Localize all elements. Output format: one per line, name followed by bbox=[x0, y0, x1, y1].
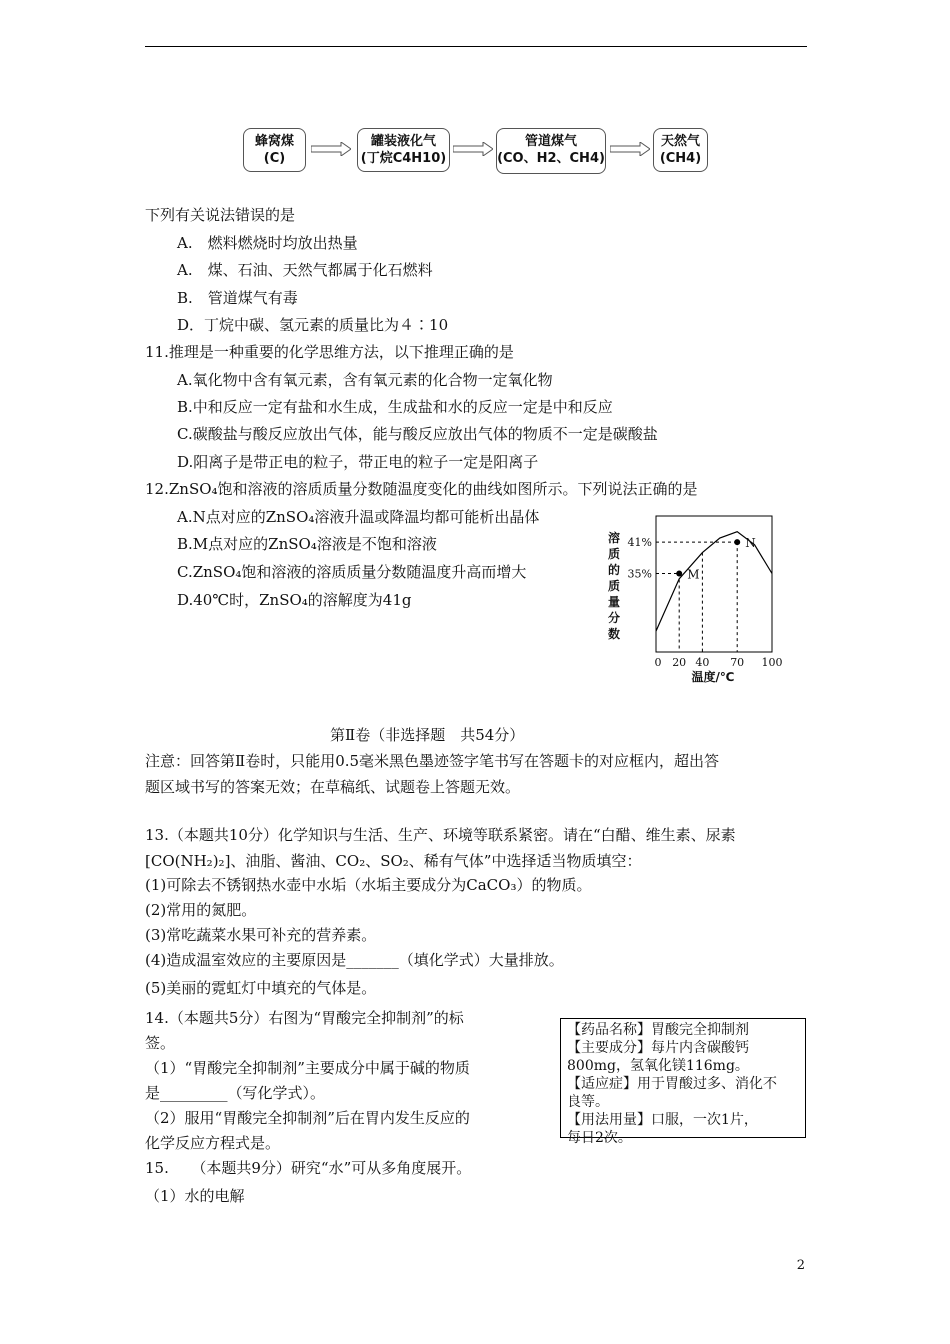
q14-line-6: 化学反应方程式是。 bbox=[145, 1134, 281, 1152]
chart-y-label bbox=[608, 530, 620, 641]
q10-stem: 下列有关说法错误的是 bbox=[145, 206, 296, 224]
chart-y-label-char: 质 bbox=[607, 547, 621, 561]
solubility-chart bbox=[600, 510, 790, 690]
q15-stem: 15. （本题共9分）研究“水”可从多角度展开。 bbox=[145, 1159, 472, 1177]
q11-option-a: A.氧化物中含有氧元素，含有氧元素的化合物一定氧化物 bbox=[177, 371, 553, 389]
flow-box-natural-gas bbox=[653, 128, 708, 172]
q12-option-d: D.40℃时，ZnSO₄的溶解度为41g bbox=[177, 591, 412, 609]
flow-box-pipe-gas bbox=[496, 128, 606, 174]
part2-note-line1: 注意：回答第Ⅱ卷时，只能用0.5毫米黑色墨迹签字笔书写在答题卡的对应框内，超出答 bbox=[145, 752, 720, 770]
header-rule bbox=[145, 46, 807, 47]
flow-arrow-icon bbox=[610, 142, 650, 156]
chart-y-label-char: 数 bbox=[607, 627, 621, 641]
chart-x-tick-label: 40 bbox=[695, 656, 710, 669]
chart-point-label: N bbox=[745, 536, 756, 551]
q10-option-a2: A. 煤、石油、天然气都属于化石燃料 bbox=[177, 261, 433, 279]
chart-y-tick-label: 41% bbox=[627, 536, 652, 550]
q13-item-4: (4)造成温室效应的主要原因是_______（填化学式）大量排放。 bbox=[145, 951, 564, 969]
flow-box-lpg bbox=[357, 128, 450, 172]
medicine-label-line: 良等。 bbox=[567, 1094, 609, 1110]
part2-note-line2: 题区域书写的答案无效；在草稿纸、试题卷上答题无效。 bbox=[145, 778, 521, 796]
q13-item-5: (5)美丽的霓虹灯中填充的气体是。 bbox=[145, 979, 377, 997]
medicine-label-line: 800mg，氢氧化镁116mg。 bbox=[567, 1058, 749, 1074]
flow-box-formula: (CO、H2、CH4) bbox=[497, 151, 605, 166]
medicine-label-line: 每日2次。 bbox=[567, 1130, 632, 1146]
chart-x-tick-label: 20 bbox=[672, 656, 687, 669]
medicine-label-box bbox=[560, 1018, 806, 1146]
q14-line-5: （2）服用“胃酸完全抑制剂”后在胃内发生反应的 bbox=[145, 1109, 470, 1127]
q10-option-a1: A. 燃料燃烧时均放出热量 bbox=[177, 234, 358, 252]
page-number: 2 bbox=[796, 1258, 805, 1273]
chart-point-N bbox=[734, 539, 740, 545]
q15-sub1: （1）水的电解 bbox=[145, 1187, 245, 1205]
q12-option-b: B.M点对应的ZnSO₄溶液是不饱和溶液 bbox=[177, 535, 437, 553]
chart-point-label: M bbox=[687, 567, 700, 582]
q12-option-a: A.N点对应的ZnSO₄溶液升温或降温均都可能析出晶体 bbox=[177, 508, 540, 526]
chart-x-tick-label: 0 bbox=[654, 656, 662, 669]
chart-y-label-char: 分 bbox=[607, 611, 621, 625]
q11-option-b: B.中和反应一定有盐和水生成，生成盐和水的反应一定是中和反应 bbox=[177, 398, 613, 416]
flow-box-coal bbox=[243, 128, 306, 172]
flow-box-formula: (丁烷C4H10) bbox=[360, 151, 447, 166]
chart-y-label-char: 溶 bbox=[607, 531, 621, 545]
chart-y-label-char: 量 bbox=[607, 595, 621, 609]
q14-line-1: 14.（本题共5分）右图为“胃酸完全抑制剂”的标 bbox=[145, 1009, 464, 1027]
chart-x-label: 温度/℃ bbox=[691, 670, 735, 684]
medicine-label-line: 【药品名称】胃酸完全抑制剂 bbox=[567, 1022, 749, 1038]
q13-item-3: (3)常吃蔬菜水果可补充的营养素。 bbox=[145, 926, 377, 944]
flow-arrow-icon bbox=[453, 142, 493, 156]
q12-option-c: C.ZnSO₄饱和溶液的溶质质量分数随温度升高而增大 bbox=[177, 563, 527, 581]
flow-box-title: 管道煤气 bbox=[524, 134, 577, 149]
medicine-label-line: 【用法用量】口服，一次1片， bbox=[567, 1112, 758, 1128]
q13-item-1: (1)可除去不锈钢热水壶中水垢（水垢主要成分为CaCO₃）的物质。 bbox=[145, 876, 592, 894]
q11-option-c: C.碳酸盐与酸反应放出气体，能与酸反应放出气体的物质不一定是碳酸盐 bbox=[177, 425, 658, 443]
flow-box-formula: (CH4) bbox=[659, 151, 702, 166]
q14-line-4: 是_________（写化学式）。 bbox=[145, 1084, 326, 1102]
chart-y-label-char: 的 bbox=[607, 563, 621, 577]
q11-option-d: D.阳离子是带正电的粒子，带正电的粒子一定是阳离子 bbox=[177, 453, 539, 471]
q13-stem-line2: [CO(NH₂)₂]、油脂、酱油、CO₂、SO₂、稀有气体”中选择适当物质填空： bbox=[145, 852, 642, 870]
flow-box-title: 天然气 bbox=[660, 134, 700, 149]
q13-item-2: (2)常用的氮肥。 bbox=[145, 901, 257, 919]
flow-box-title: 蜂窝煤 bbox=[254, 134, 294, 149]
medicine-label-line: 【主要成分】每片内含碳酸钙 bbox=[567, 1040, 749, 1056]
part2-title: 第Ⅱ卷（非选择题 共54分） bbox=[330, 726, 525, 744]
q12-stem: 12.ZnSO₄饱和溶液的溶质质量分数随温度变化的曲线如图所示。下列说法正确的是 bbox=[145, 480, 698, 498]
flow-arrow-icon bbox=[311, 142, 351, 156]
chart-y-tick-label: 35% bbox=[627, 567, 652, 581]
q10-option-b: B. 管道煤气有毒 bbox=[177, 289, 298, 307]
q14-line-3: （1）“胃酸完全抑制剂”主要成分中属于碱的物质 bbox=[145, 1059, 470, 1077]
medicine-label-line: 【适应症】用于胃酸过多、消化不 bbox=[567, 1076, 777, 1092]
q10-option-d: D．丁烷中碳、氢元素的质量比为４∶10 bbox=[177, 316, 449, 334]
chart-x-tick-label: 70 bbox=[730, 656, 745, 669]
flow-box-formula: (C) bbox=[263, 151, 286, 166]
q13-stem-line1: 13.（本题共10分）化学知识与生活、生产、环境等联系紧密。请在“白醋、维生素、尿素 bbox=[145, 826, 736, 844]
q11-stem: 11.推理是一种重要的化学思维方法，以下推理正确的是 bbox=[145, 343, 514, 361]
chart-x-tick-label: 100 bbox=[761, 656, 783, 669]
chart-point-M bbox=[676, 571, 682, 577]
flow-box-title: 罐装液化气 bbox=[370, 134, 436, 149]
q14-line-2: 签。 bbox=[145, 1034, 176, 1052]
chart-y-label-char: 质 bbox=[607, 579, 621, 593]
